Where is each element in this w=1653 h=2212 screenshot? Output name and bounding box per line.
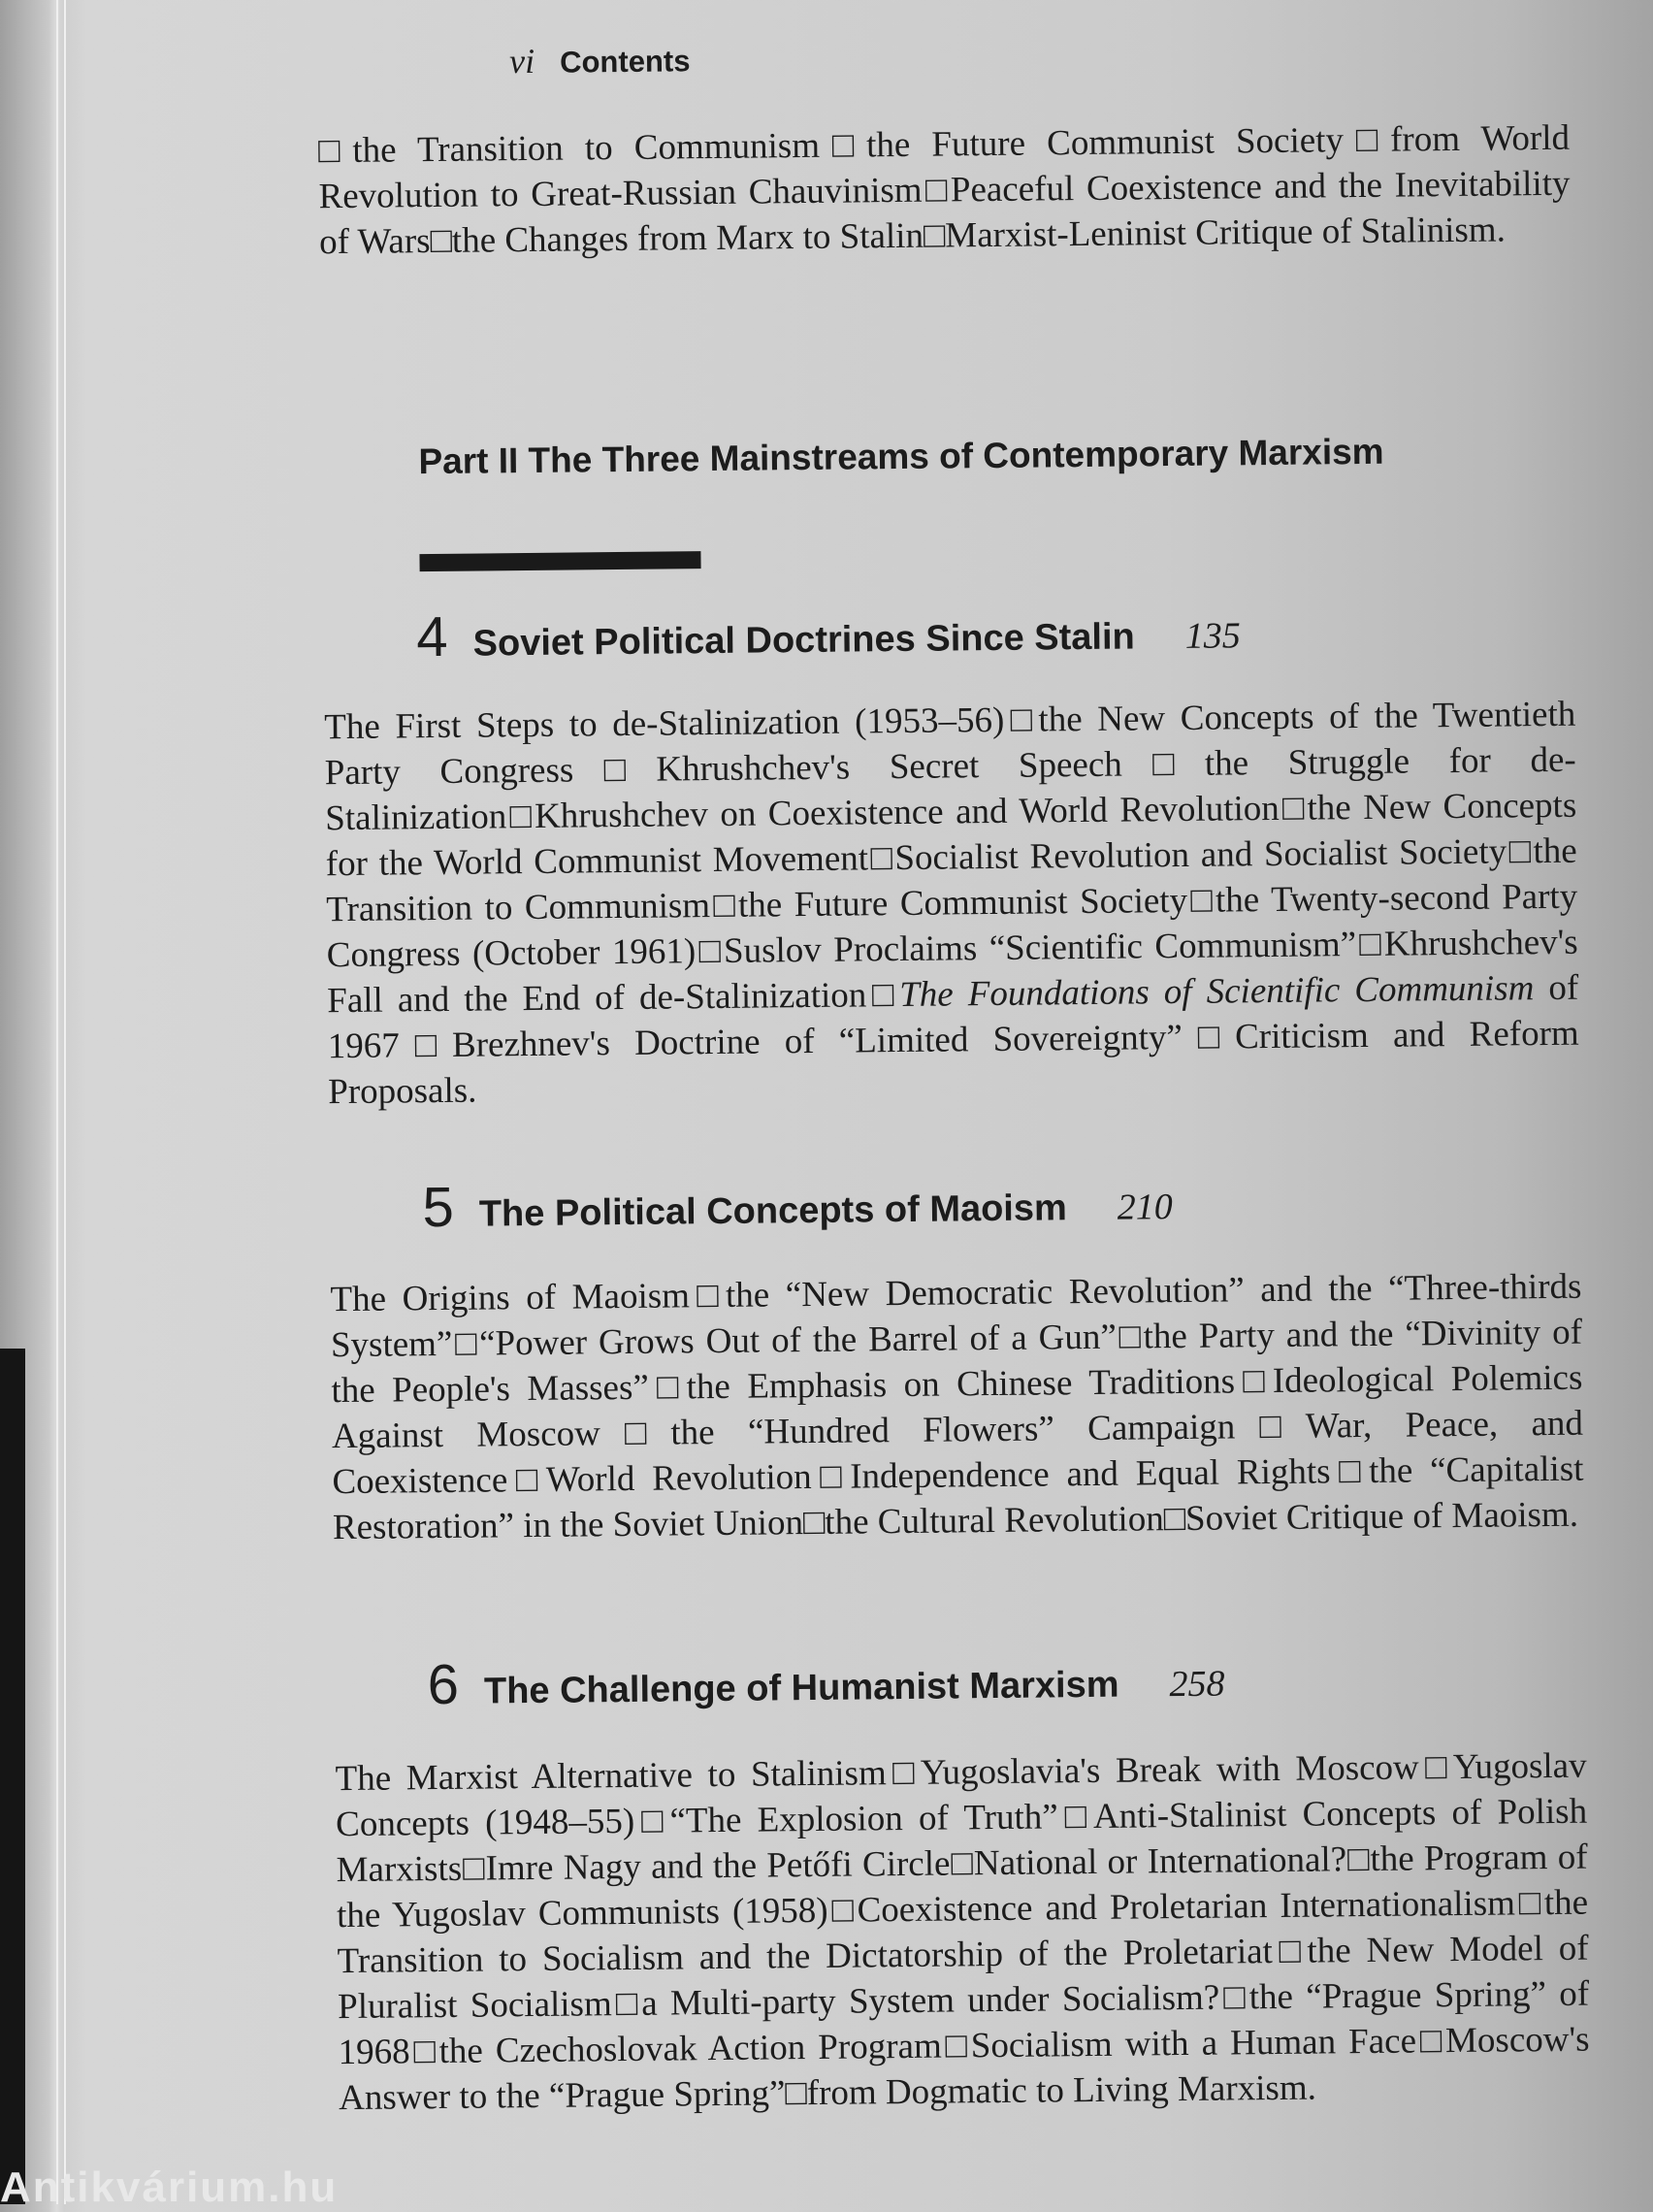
book-edge-shadow (0, 1349, 25, 2204)
running-head-title: Contents (559, 44, 691, 80)
chapter-page-number: 210 (1117, 1187, 1174, 1228)
chapter-summary-text: of 1967□Brezhnev's Doctrine of “Limited Sovereignty”□Criticism and Reform Proposals. (327, 967, 1579, 1113)
chapter-title: Soviet Political Doctrines Since Stalin (472, 616, 1135, 665)
chapter-summary: The Marxist Alternative to Stalinism□Yugoslavia's Break with Moscow□Yugoslav Concepts (1948–55)□“The Explosion of Truth”□Anti-Stalinist Concepts of Polish Marxists□Imre Nagy and the Petőfi Circle□National or International?□the Program of the Yugoslav Communists (1958)□Coexistence and Proletarian Internationalism□the Transition to Socialism and the Dictatorship of the Proletariat□the New Model of Pluralist Socialism□a Multi-party System under Socialism?□the “Prague Spring” of 1968□the Czechoslovak Action Program□Socialism with a Human Face□Moscow's Answer to the “Prague Spring”□from Dogmatic to Living Marxism. (335, 1745, 1590, 2119)
chapter-summary: The Origins of Maoism□the “New Democratic Revolution” and the “Three-thirds System”□“Power Grows Out of the Barrel of a Gun”□the Party and the “Divinity of the People's Masses”□the Emphasis on Chinese Traditions□Ideological Polemics Against Moscow□the “Hundred Flowers” Campaign□War, Peace, and Coexistence□World Revolution□Independence and Equal Rights□the “Capitalist Restoration” in the Soviet Union□the Cultural Revolution□Soviet Critique of Maoism. (330, 1266, 1584, 1548)
chapter-title: The Political Concepts of Maoism (478, 1187, 1068, 1235)
chapter-summary (324, 692, 1579, 1115)
chapter-title: The Challenge of Humanist Marxism (483, 1664, 1119, 1712)
page-folio: vi (508, 41, 535, 81)
page-edge-line (64, 0, 66, 2204)
chapter-heading (416, 596, 1241, 669)
book-title-italic: The Foundations of Scientific Communism (898, 968, 1535, 1016)
page-edge-line (56, 0, 58, 2204)
chapter-number: 6 (427, 1652, 460, 1717)
chapter-summary-text: The First Steps to de-Stalinization (1953–56)□the New Concepts of the Twentieth Party Congress□Khrushchev's Secret Speech□the Struggle for de-Stalinization□Khrushchev on Coexistence and World Revolution□the New Concepts for the World Communist Movement□Socialist Revolution and Socialist Society□the Transition to Communism□the Future Communist Society□the Twenty-second Party Congress (October 1961)□Suslov Proclaims “Scientific Communism”□Khrushchev's Fall and the End of de-Stalinization□ (324, 694, 1578, 1022)
continued-summary: □the Transition to Communism□the Future Communist Society□from World Revolution to Great-Russian Chauvinism□Peaceful Coexistence and the Inevitability of Wars□the Changes from Marx to Stalin□Marxist-Leninist Critique of Stalinism. (317, 117, 1571, 263)
part-rule (419, 551, 700, 571)
watermark: Antikvárium.hu (0, 2163, 339, 2211)
chapter-heading (427, 1644, 1225, 1718)
chapter-number: 4 (416, 604, 448, 669)
part-title: Part II The Three Mainstreams of Contemporary Marxism (418, 431, 1384, 482)
chapter-page-number: 258 (1169, 1663, 1225, 1706)
chapter-number: 5 (422, 1175, 455, 1240)
running-head (509, 39, 691, 81)
chapter-page-number: 135 (1184, 615, 1241, 657)
chapter-heading (422, 1167, 1173, 1240)
contents-page (317, 0, 1592, 2208)
